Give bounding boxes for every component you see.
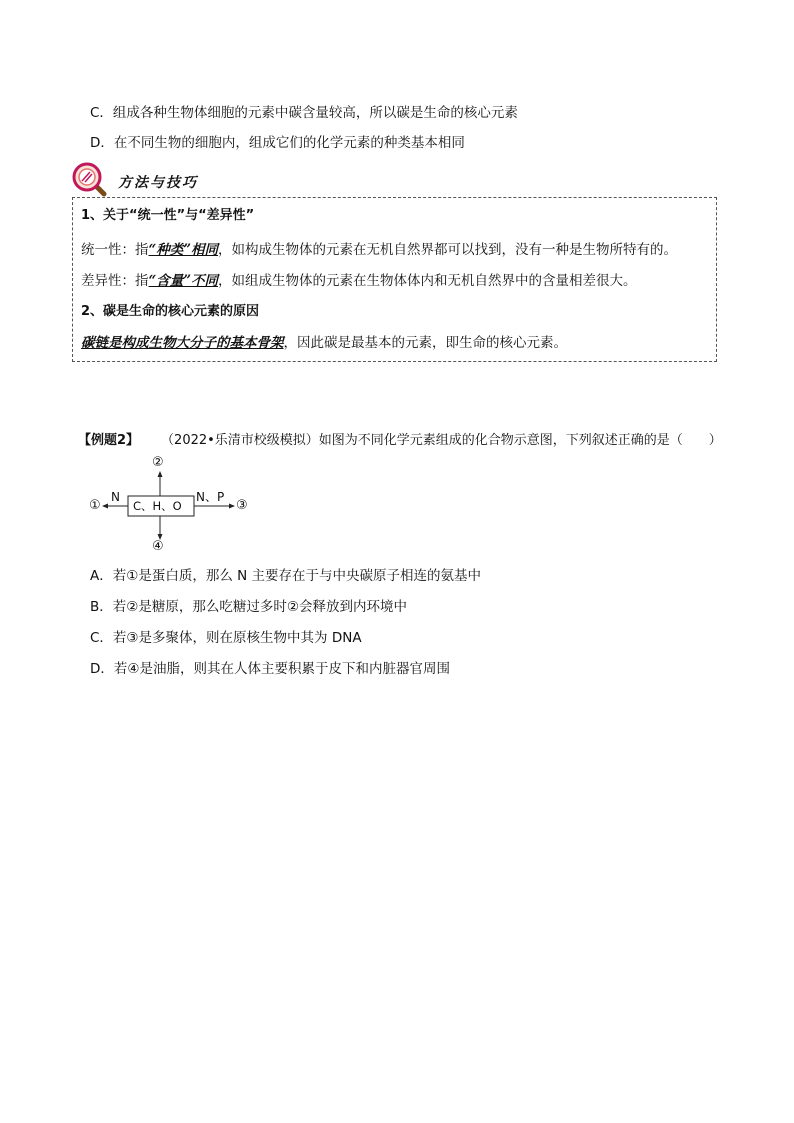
method-heading-1: 1、关于“统一性”与“差异性” <box>81 208 255 223</box>
example-question <box>78 431 722 451</box>
method-title: 方法与技巧 <box>118 175 198 191</box>
carbon-emphasis: 碳链是构成生物大分子的基本骨架 <box>81 335 284 351</box>
option-c-prev: C．组成各种生物体细胞的元素中碳含量较高，所以碳是生命的核心元素 <box>90 105 518 121</box>
magnifier-icon <box>70 160 108 198</box>
option-d: D．若④是油脂，则其在人体主要积累于皮下和内脏器官周围 <box>90 661 450 677</box>
example-label: 【例题2】 <box>78 433 140 448</box>
marker-2: ② <box>152 455 164 470</box>
unity-emphasis: “种类”相同 <box>148 242 219 258</box>
unity-rest: ，如构成生物体的元素在无机自然界都可以找到，没有一种是生物所特有的。 <box>218 242 678 258</box>
method-heading-2: 2、碳是生命的核心元素的原因 <box>81 304 260 319</box>
option-a: A．若①是蛋白质，那么 N 主要存在于与中央碳原子相连的氨基中 <box>90 568 482 584</box>
diff-prefix: 差异性：指 <box>81 273 149 289</box>
marker-1: ① <box>89 498 101 513</box>
marker-3: ③ <box>236 498 248 513</box>
diff-emphasis: “含量”不同 <box>148 273 219 289</box>
diff-line <box>81 271 637 291</box>
diff-rest: ，如组成生物体的元素在生物体体内和无机自然界中的含量相差很大。 <box>218 273 637 289</box>
example-stem: （2022•乐清市校级模拟）如图为不同化学元素组成的化合物示意图，下列叙述正确的是（ ） <box>161 433 722 448</box>
right-element-label: N、P <box>196 490 225 504</box>
carbon-rest: ，因此碳是最基本的元素，即生命的核心元素。 <box>283 335 567 351</box>
option-b: B．若②是糖原，那么吃糖过多时②会释放到内环境中 <box>90 599 407 615</box>
unity-line <box>81 240 677 260</box>
unity-prefix: 统一性：指 <box>81 242 149 258</box>
marker-4: ④ <box>152 539 164 554</box>
option-c: C．若③是多聚体，则在原核生物中其为 DNA <box>90 630 362 646</box>
carbon-line <box>81 333 567 353</box>
left-element-label: N <box>111 490 120 504</box>
method-box <box>72 197 717 362</box>
compound-diagram <box>86 455 256 555</box>
option-d-prev: D．在不同生物的细胞内，组成它们的化学元素的种类基本相同 <box>90 135 465 151</box>
center-label: C、H、O <box>133 499 182 513</box>
